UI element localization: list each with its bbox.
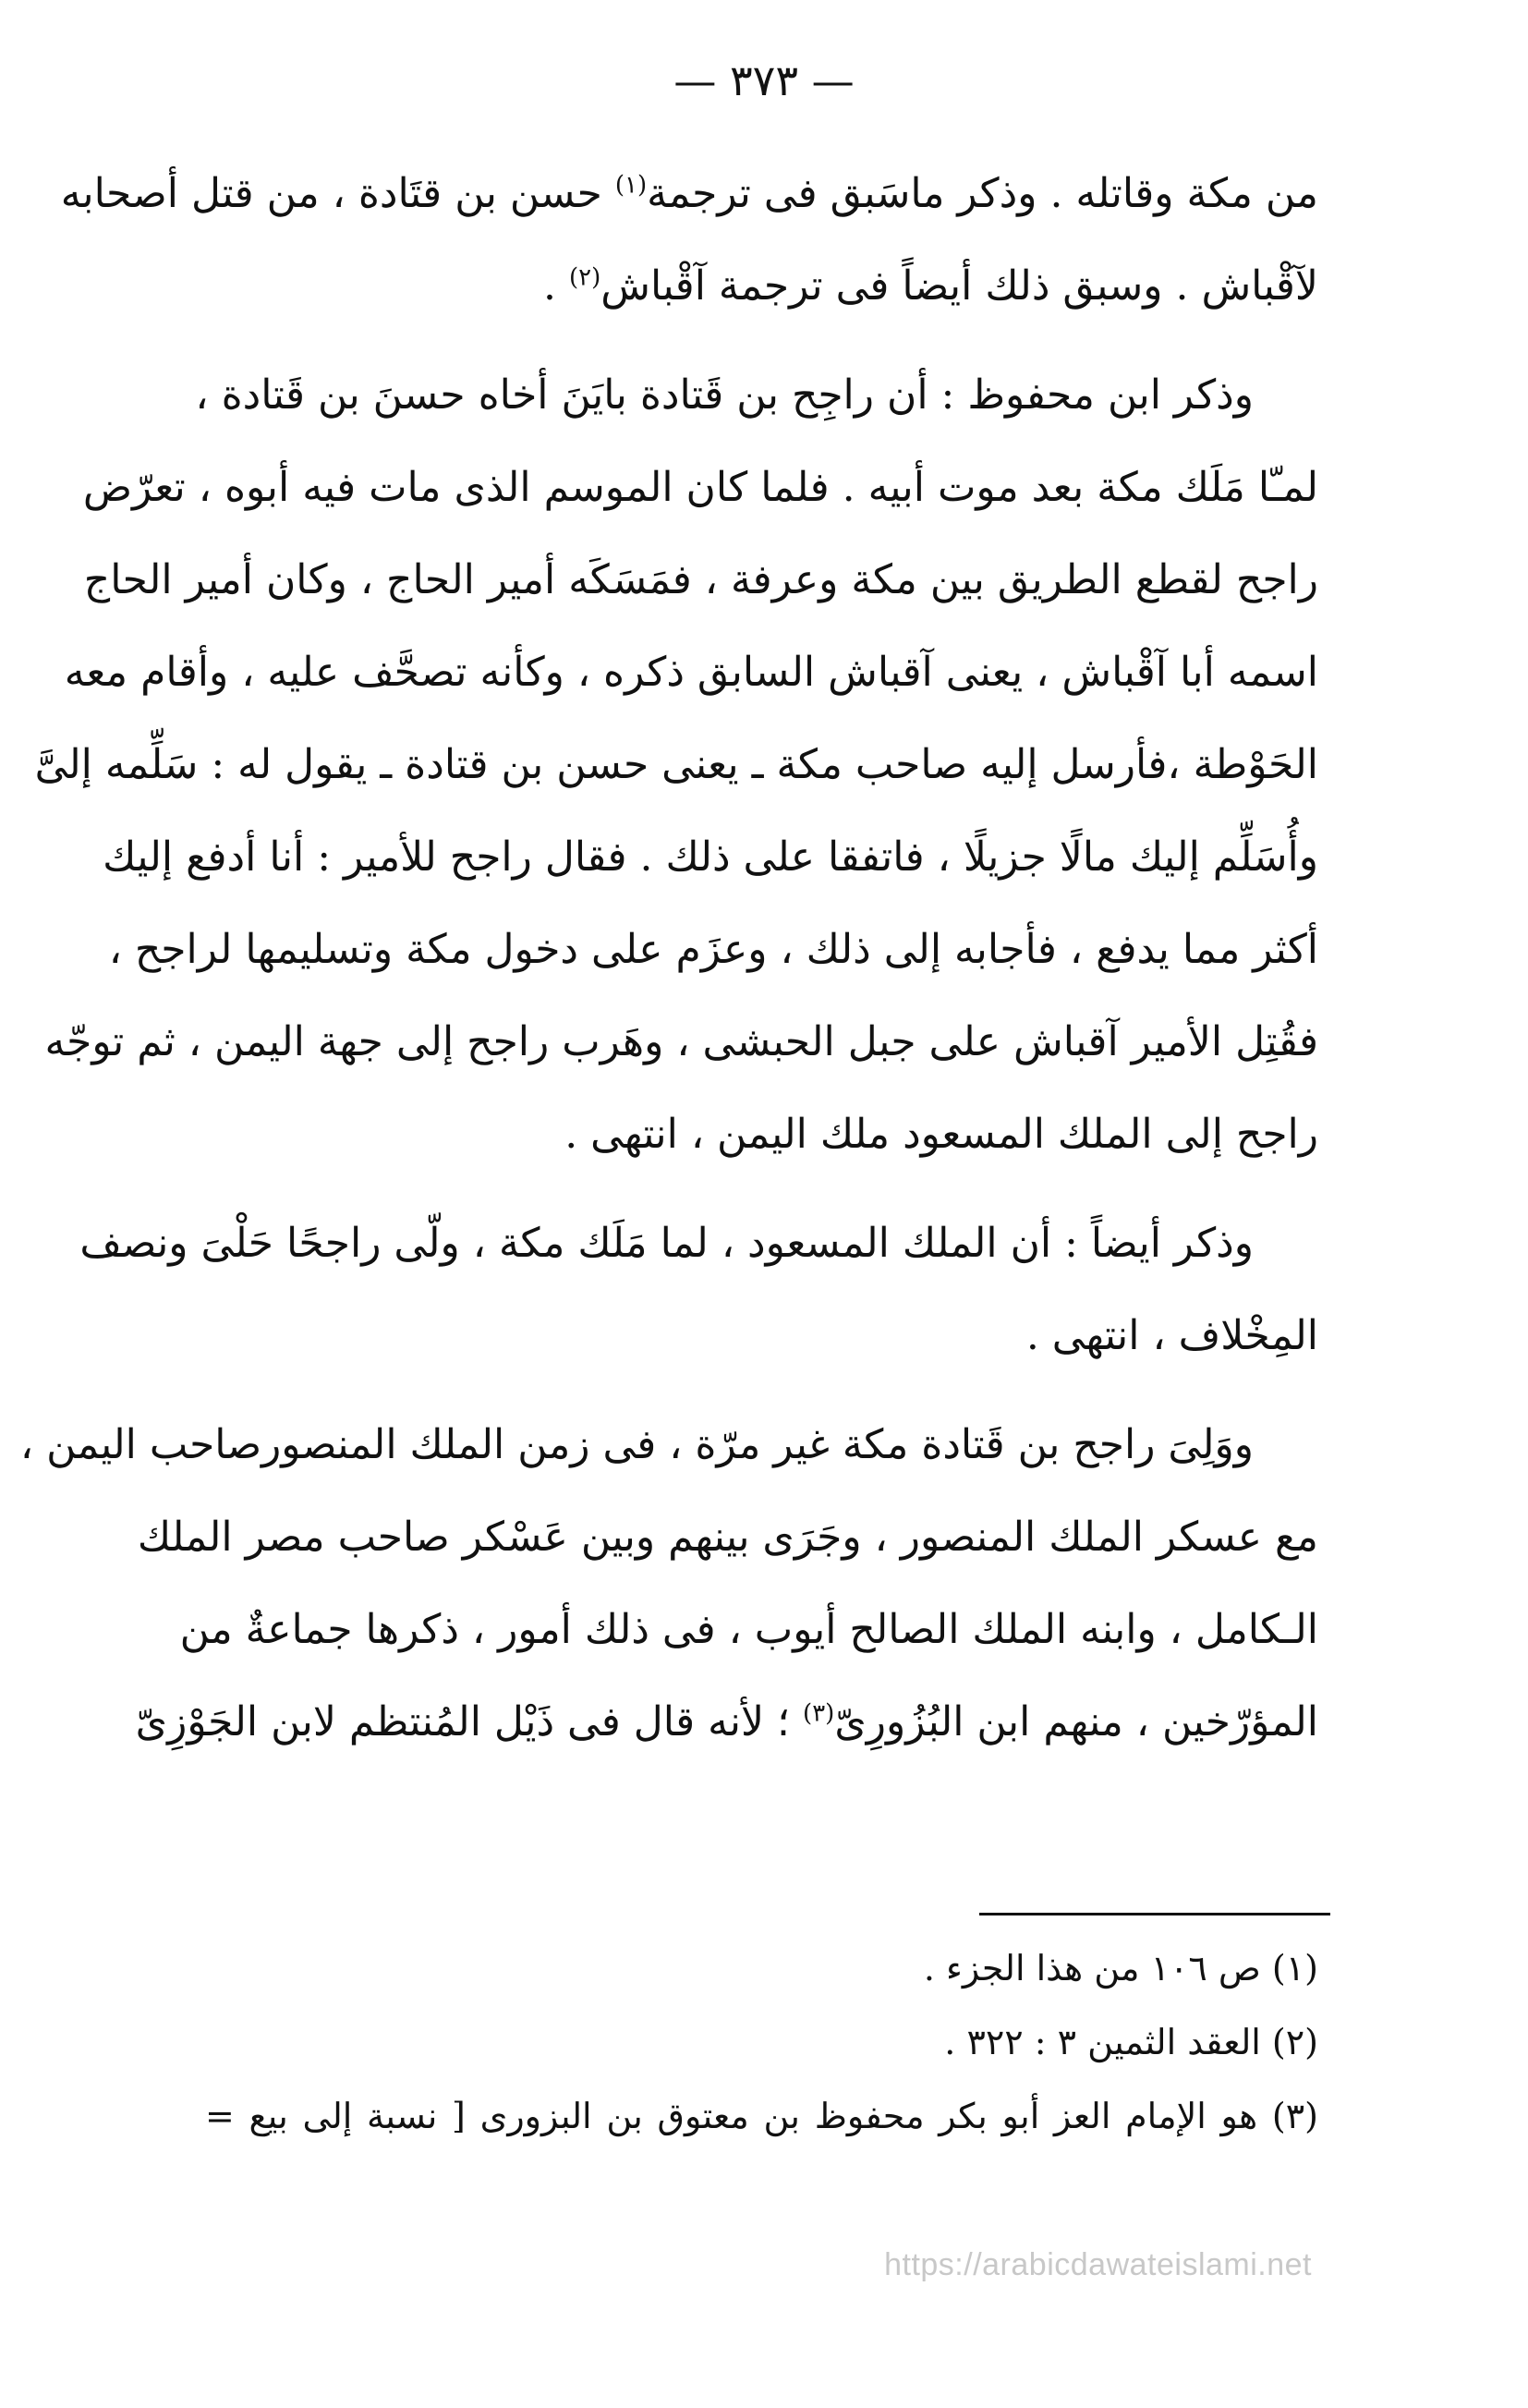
footnotes (205, 1931, 1318, 2153)
watermark-url: https://arabicdawateislami.net (884, 2247, 1312, 2282)
footnote-ref-2: (٢) (568, 263, 601, 292)
text-line: الحَوْطة ،فأرسل إليه صاحب مكة ـ يعنى حسن بن قتادة ـ يقول له : سَلِّمه إلىَّ (34, 741, 1318, 788)
paragraph-2 (34, 349, 1318, 1181)
footnote-2: (٢) العقد الثمين ٣ : ٣٢٢ . (944, 2022, 1318, 2062)
text-line: راجح لقطع الطريق بين مكة وعرفة ، فمَسَكَه أمير الحاج ، وكان أمير الحاج (83, 556, 1318, 603)
text-line: الـكامل ، وابنه الملك الصالح أيوب ، فى ذلك أمور ، ذكرها جماعةٌ من (179, 1606, 1318, 1653)
footnote-ref-3: (٣) (803, 1699, 835, 1728)
footnote-3: (٣) هو الإمام العز أبو بكر محفوظ بن معتوق بن البزورى [ نسبة إلى بيع = (205, 2096, 1318, 2136)
footnote-1: (١) ص ١٠٦ من هذا الجزء . (923, 1948, 1318, 1988)
text-line: فقُتِل الأمير آقباش على جبل الحبشى ، وهَرب راجح إلى جهة اليمن ، ثم توجّه (44, 1018, 1318, 1065)
text-line: وذكر ابن محفوظ : أن راجِح بن قَتادة بايَنَ أخاه حسنَ بن قَتادة ، (195, 371, 1254, 419)
text-line: اسمه أبا آقْباش ، يعنى آقباش السابق ذكره ، وكأنه تصحَّف عليه ، وأقام معه (64, 649, 1318, 696)
footnote-ref-1: (١) (614, 171, 648, 200)
main-text (19, 148, 1318, 1769)
text-line: ووَلِىَ راجح بن قَتادة مكة غير مرّة ، فى زمن الملك المنصورصاحب اليمن ، (19, 1421, 1254, 1468)
text-line: المؤرّخين ، منهم ابن البُزُورِىّ$^{(٣)}$ ؛ لأنه قال فى ذَيْل المُنتظم لابن الجَوْزِىّ (135, 1698, 1318, 1745)
text-line: مع عسكر الملك المنصور ، وجَرَى بينهم وبين عَسْكر صاحب مصر الملك (137, 1514, 1318, 1561)
text-line: راجح إلى الملك المسعود ملك اليمن ، انتهى . (564, 1111, 1318, 1158)
text-line: لمـّا مَلَك مكة بعد موت أبيه . فلما كان الموسم الذى مات فيه أبوه ، تعرّض (82, 464, 1318, 511)
text-line: من مكة وقاتله . وذكر ماسَبق فى ترجمة$^{(١)}$ حسن بن قتَادة ، من قتل أصحابه (60, 170, 1318, 217)
page-number: — ٣٧٣ — (673, 55, 855, 105)
text-line: وذكر أيضاً : أن الملك المسعود ، لما مَلَك مكة ، ولّى راجحًا حَلْىَ ونصف (79, 1220, 1254, 1267)
paragraph-3 (79, 1198, 1318, 1382)
paragraph-4 (19, 1399, 1318, 1769)
text-line: أكثر مما يدفع ، فأجابه إلى ذلك ، وعزَم على دخول مكة وتسليمها لراجح ، (108, 926, 1318, 973)
text-line: لآقْباش . وسبق ذلك أيضاً فى ترجمة آقْباش$^{(٢)}$ . (542, 262, 1318, 310)
footnote-divider (979, 1913, 1330, 1915)
text-line: وأُسَلِّم إليك مالًا جزيلًا ، فاتفقا على ذلك . فقال راجح للأمير : أنا أدفع إليك (103, 833, 1318, 881)
text-line: المِخْلاف ، انتهى . (1025, 1312, 1318, 1359)
paragraph-1 (60, 148, 1318, 333)
